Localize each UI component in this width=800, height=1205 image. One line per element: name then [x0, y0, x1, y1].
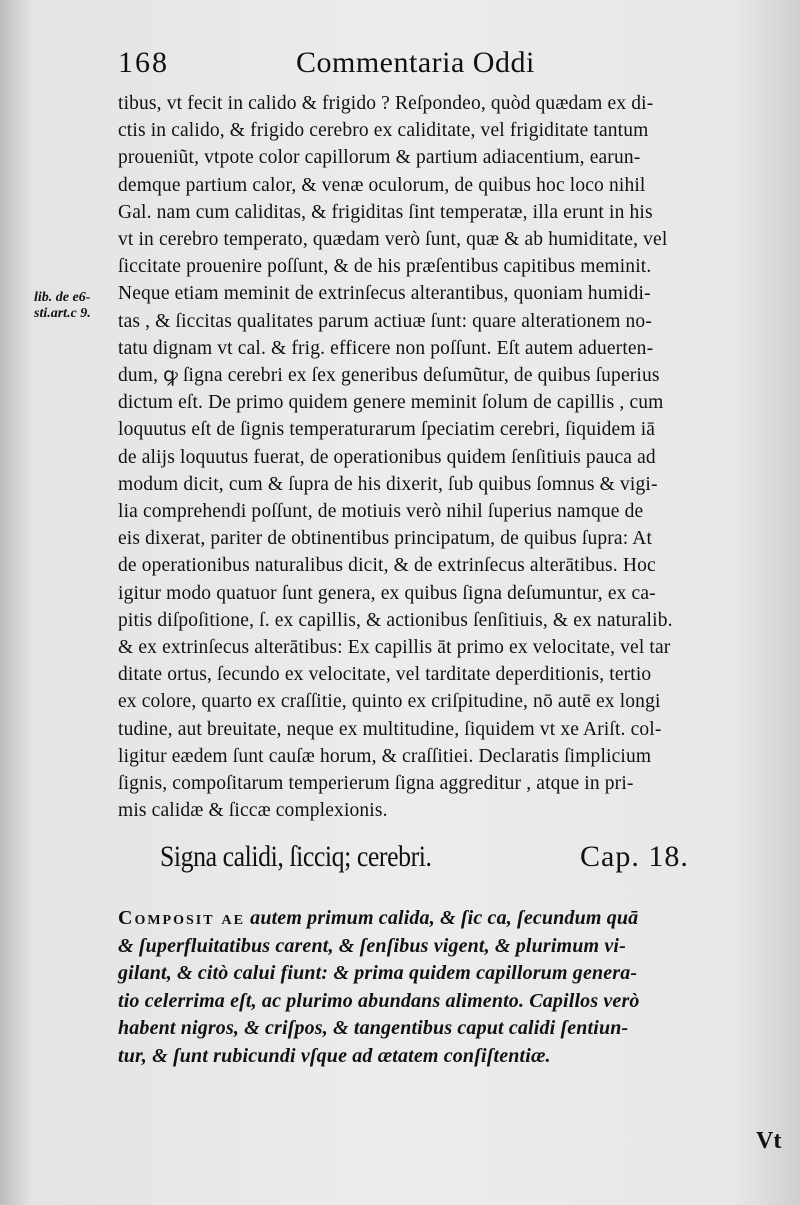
text-line: dum, ꝙ ſigna cerebri ex ſex generibus deſumũtur, de quibus ſuperius [118, 365, 660, 387]
text-line: tur, & ſunt rubicundi vſque ad ætatem conſiſtentiæ. [118, 1044, 551, 1067]
text-line: proueniũt, vtpote color capillorum & partium adiacentium, earun- [118, 147, 641, 169]
lead-word: Composit ae [118, 907, 246, 929]
chapter-heading [160, 840, 760, 880]
page-number: 168 [118, 46, 169, 79]
text-line: gilant, & citò calui fiunt: & prima quidem capillorum genera- [118, 962, 638, 984]
text-line: ex colore, quarto ex craſſitie, quinto ex criſpitudine, nō autē ex longi [118, 691, 661, 713]
text-line: lia comprehendi poſſunt, de motiuis verò nihil ſuperius namque de [118, 501, 644, 523]
text-line: tibus, vt fecit in calido & frigido ? Reſpondeo, quòd quædam ex di- [118, 93, 654, 114]
page-header [110, 46, 710, 86]
text-line [118, 905, 778, 933]
text-line: tatu dignam vt cal. & frig. efficere non poſſunt. Eſt autem aduerten- [118, 337, 654, 359]
body-text [118, 90, 778, 824]
running-head: Commentaria Oddi [296, 46, 535, 79]
margin-note: lib. de e6- sti.art.c 9. [34, 290, 91, 321]
text-line: tudine, aut breuitate, neque ex multitudine, ſiquidem vt xe Ariſt. col- [118, 718, 662, 740]
text-line: loquutus eſt de ſignis temperaturarum ſpeciatim cerebri, ſiquidem iā [118, 419, 656, 441]
first-line-rest: autem primum calida, & ſic ca, ſecundum quā [245, 907, 639, 929]
text-line: ſiccitate prouenire poſſunt, & de his præſentibus capitibus meminit. [118, 256, 652, 278]
text-line: & ex extrinſecus alterātibus: Ex capillis āt primo ex velocitate, vel tar [118, 637, 671, 659]
text-line: pitis diſpoſitione, ſ. ex capillis, & actionibus ſenſitiuis, & ex naturalib. [118, 609, 673, 631]
text-line: Neque etiam meminit de extrinſecus alterantibus, quoniam humidi- [118, 283, 651, 305]
text-line: igitur modo quatuor ſunt genera, ex quibus ſigna deſumuntur, ex ca- [118, 582, 656, 604]
text-line: ſignis, compoſitarum temperierum ſigna aggreditur , atque in pri- [118, 773, 634, 795]
text-line: habent nigros, & criſpos, & tangentibus caput calidi ſentiun- [118, 1017, 629, 1039]
text-line: eis dixerat, pariter de obtinentibus principatum, de quibus ſupra: At [118, 528, 653, 550]
text-line: & ſuperfluitatibus carent, & ſenſibus vigent, & plurimum vi- [118, 934, 626, 957]
text-line: mis calidæ & ſiccæ complexionis. [118, 800, 388, 822]
text-line: de alijs loquutus fuerat, de operationibus quidem ſenſitiuis pauca ad [118, 446, 656, 468]
chapter-text [118, 905, 778, 1070]
text-line: Gal. nam cum caliditas, & frigiditas ſint temperatæ, illa erunt in his [118, 201, 653, 223]
text-line: ditate ortus, ſecundo ex velocitate, vel tarditate deperditionis, tertio [118, 664, 652, 686]
text-line: ligitur eædem ſunt cauſæ horum, & craſſitiei. Declaratis ſimplicium [118, 745, 652, 767]
chapter-label: Cap. 18. [580, 840, 689, 873]
text-line: vt in cerebro temperato, quædam verò ſunt, quæ & ab humiditate, vel [118, 229, 668, 251]
text-line: de operationibus naturalibus dicit, & de extrinſecus alterātibus. Hoc [118, 555, 656, 577]
text-line: ctis in calido, & frigido cerebro ex caliditate, vel frigiditate tantum [118, 120, 649, 142]
text-line: modum dicit, cum & ſupra de his dixerit, ſub quibus ſomnus & vigi- [118, 473, 658, 495]
text-line: dictum eſt. De primo quidem genere meminit ſolum de capillis , cum [118, 392, 664, 414]
text-line: tas , & ſiccitas qualitates parum actiuæ ſunt: quare alterationem no- [118, 310, 652, 332]
chapter-title: Signa calidi, ſicciq; cerebri. [160, 840, 432, 873]
text-line: tio celerrima eſt, ac plurimo abundans alimento. Capillos verò [118, 989, 640, 1012]
catchword: Vt [756, 1128, 782, 1154]
text-line: demque partium calor, & venæ oculorum, de quibus hoc loco nihil [118, 174, 646, 196]
